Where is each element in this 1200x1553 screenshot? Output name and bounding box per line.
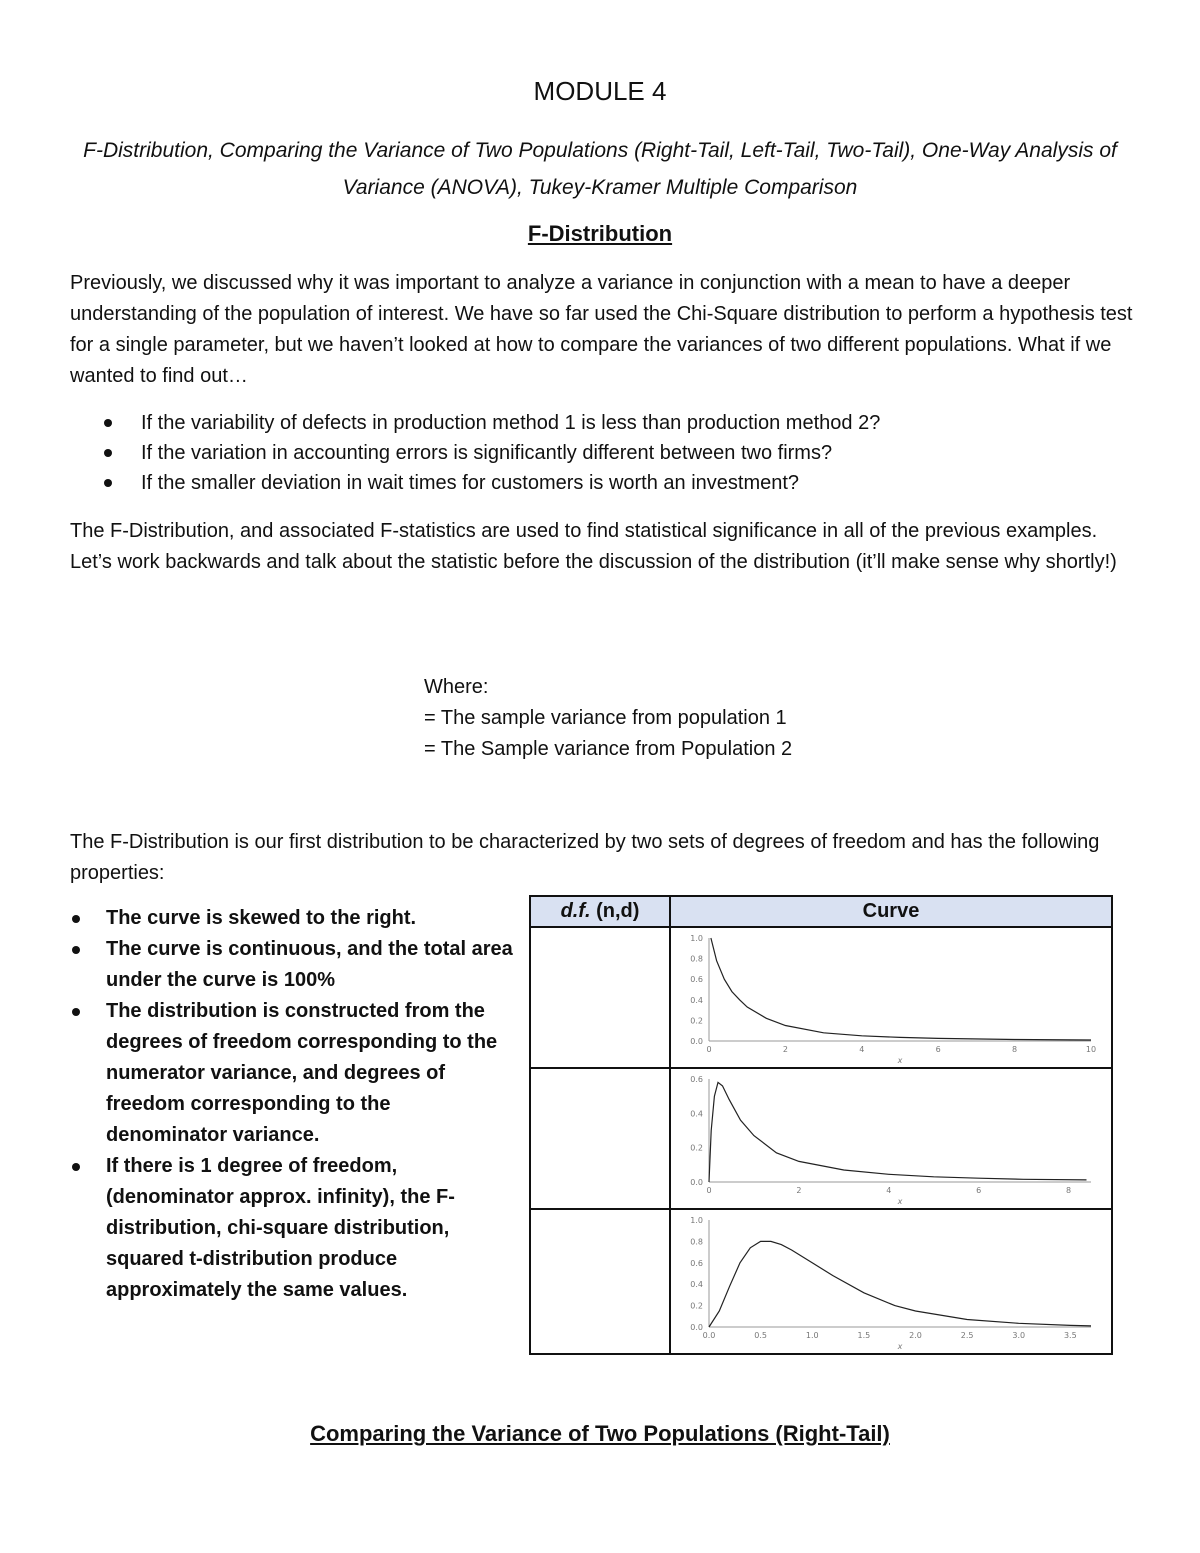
where-line-2: = The Sample variance from Population 2: [424, 738, 793, 760]
x-tick-label: 8: [1012, 1045, 1018, 1054]
y-tick-label: 0.8: [690, 954, 703, 964]
df-curve-table: [529, 895, 1113, 1355]
x-tick-label: 0.5: [754, 1331, 767, 1340]
y-tick-label: 0.2: [690, 1301, 703, 1311]
page-subtitle: F-Distribution, Comparing the Variance of Two Populations (Right-Tail, Left-Tail, Two-Tail), One-Way Analysis of Variance (ANOVA), Tukey-Kramer Multiple Comparison: [83, 139, 1117, 199]
x-tick-label: 3.0: [1012, 1331, 1026, 1340]
table-row: [530, 1209, 1112, 1354]
list-item: The distribution is constructed from the degrees of freedom corresponding to the numerator variance, and degrees of freedom corresponding to the denominator variance.: [70, 996, 515, 1151]
x-tick-label: 0: [706, 1045, 712, 1054]
y-tick-label: 0.0: [690, 1178, 703, 1187]
list-item: The curve is continuous, and the total area under the curve is 100%: [70, 934, 515, 996]
x-tick-label: 6: [976, 1186, 982, 1195]
question-list: [70, 408, 1130, 498]
density-curve: [711, 938, 1091, 1040]
list-item: If the variation in accounting errors is significantly different between two firms?: [70, 438, 1130, 468]
table-row: [530, 927, 1112, 1068]
f-curve-chart-2: [671, 1069, 1111, 1208]
page-title: MODULE 4: [533, 76, 667, 106]
where-label: Where:: [424, 676, 489, 698]
x-tick-label: 4: [859, 1045, 865, 1054]
x-tick-label: 0: [706, 1186, 712, 1195]
properties-list: [70, 903, 515, 1306]
curve-cell-2: [670, 1068, 1112, 1209]
f-curve-chart-1: [671, 928, 1111, 1067]
where-block: [424, 672, 792, 765]
y-tick-label: 1.0: [690, 1216, 703, 1225]
where-line-1: = The sample variance from population 1: [424, 707, 787, 729]
list-item: If the variability of defects in production method 1 is less than production method 2?: [70, 408, 1130, 438]
x-tick-label: 4: [886, 1186, 892, 1195]
intro-paragraph: Previously, we discussed why it was important to analyze a variance in conjunction with a mean to have a deeper understanding of the population of interest. We have so far used the Chi-Square distribution to perform a hypothesis test for a single parameter, but we haven’t looked at how to compare the variances of two different populations. What if we wanted to find out…: [70, 272, 1133, 387]
x-tick-label: 2.5: [960, 1331, 974, 1340]
x-tick-label: 2: [782, 1045, 788, 1054]
y-tick-label: 0.4: [690, 1280, 703, 1290]
y-tick-label: 0.8: [690, 1237, 703, 1247]
x-tick-label: 8: [1065, 1186, 1072, 1195]
x-axis-label: x: [897, 1342, 903, 1351]
x-tick-label: 1.0: [805, 1331, 819, 1340]
y-tick-label: 0.2: [690, 1143, 703, 1153]
y-tick-label: 1.0: [690, 934, 703, 943]
y-tick-label: 0.0: [690, 1323, 703, 1332]
table-header-curve: Curve: [670, 896, 1112, 927]
df-cell-2: [530, 1068, 670, 1209]
x-axis-label: x: [897, 1197, 903, 1206]
table-header-df: d.f. (n,d): [530, 896, 670, 927]
y-tick-label: 0.4: [690, 995, 703, 1005]
x-axis-label: x: [897, 1056, 903, 1065]
x-tick-label: 10: [1085, 1045, 1097, 1054]
x-tick-label: 2.0: [909, 1331, 922, 1340]
curve-cell-3: [670, 1209, 1112, 1354]
y-tick-label: 0.2: [690, 1016, 703, 1026]
list-item: If the smaller deviation in wait times for customers is worth an investment?: [70, 468, 1130, 498]
y-tick-label: 0.6: [690, 1258, 703, 1268]
table-row: [530, 1068, 1112, 1209]
df-cell-1: [530, 927, 670, 1068]
x-tick-label: 1.5: [857, 1331, 871, 1340]
x-tick-label: 2: [796, 1186, 802, 1195]
f-curve-chart-3: [671, 1210, 1111, 1353]
list-item: If there is 1 degree of freedom, (denominator approx. infinity), the F-distribution, chi-square distribution, squared t-distribution produce approximately the same values.: [70, 1151, 515, 1306]
section-heading-right-tail: Comparing the Variance of Two Populations (Right-Tail): [310, 1421, 890, 1446]
list-item: The curve is skewed to the right.: [70, 903, 515, 934]
x-tick-label: 6: [935, 1045, 941, 1054]
y-tick-label: 0.0: [690, 1037, 703, 1046]
x-tick-label: 0.0: [702, 1331, 716, 1340]
df-cell-3: [530, 1209, 670, 1354]
y-tick-label: 0.6: [690, 975, 703, 985]
section-heading-f-distribution: F-Distribution: [527, 221, 673, 246]
density-curve: [709, 1082, 1087, 1182]
statistic-paragraph: The F-Distribution, and associated F-statistics are used to find statistical significance in all of the previous examples. Let’s work backwards and talk about the statistic before the discussion of the distribution (it’ll make sense why shortly!): [70, 520, 1117, 573]
x-tick-label: 3.5: [1063, 1331, 1077, 1340]
curve-cell-1: [670, 927, 1112, 1068]
properties-intro: The F-Distribution is our first distribution to be characterized by two sets of degrees of freedom and has the following properties:: [70, 831, 1100, 884]
density-curve: [709, 1241, 1091, 1327]
y-tick-label: 0.6: [690, 1075, 703, 1084]
y-tick-label: 0.4: [690, 1109, 703, 1119]
